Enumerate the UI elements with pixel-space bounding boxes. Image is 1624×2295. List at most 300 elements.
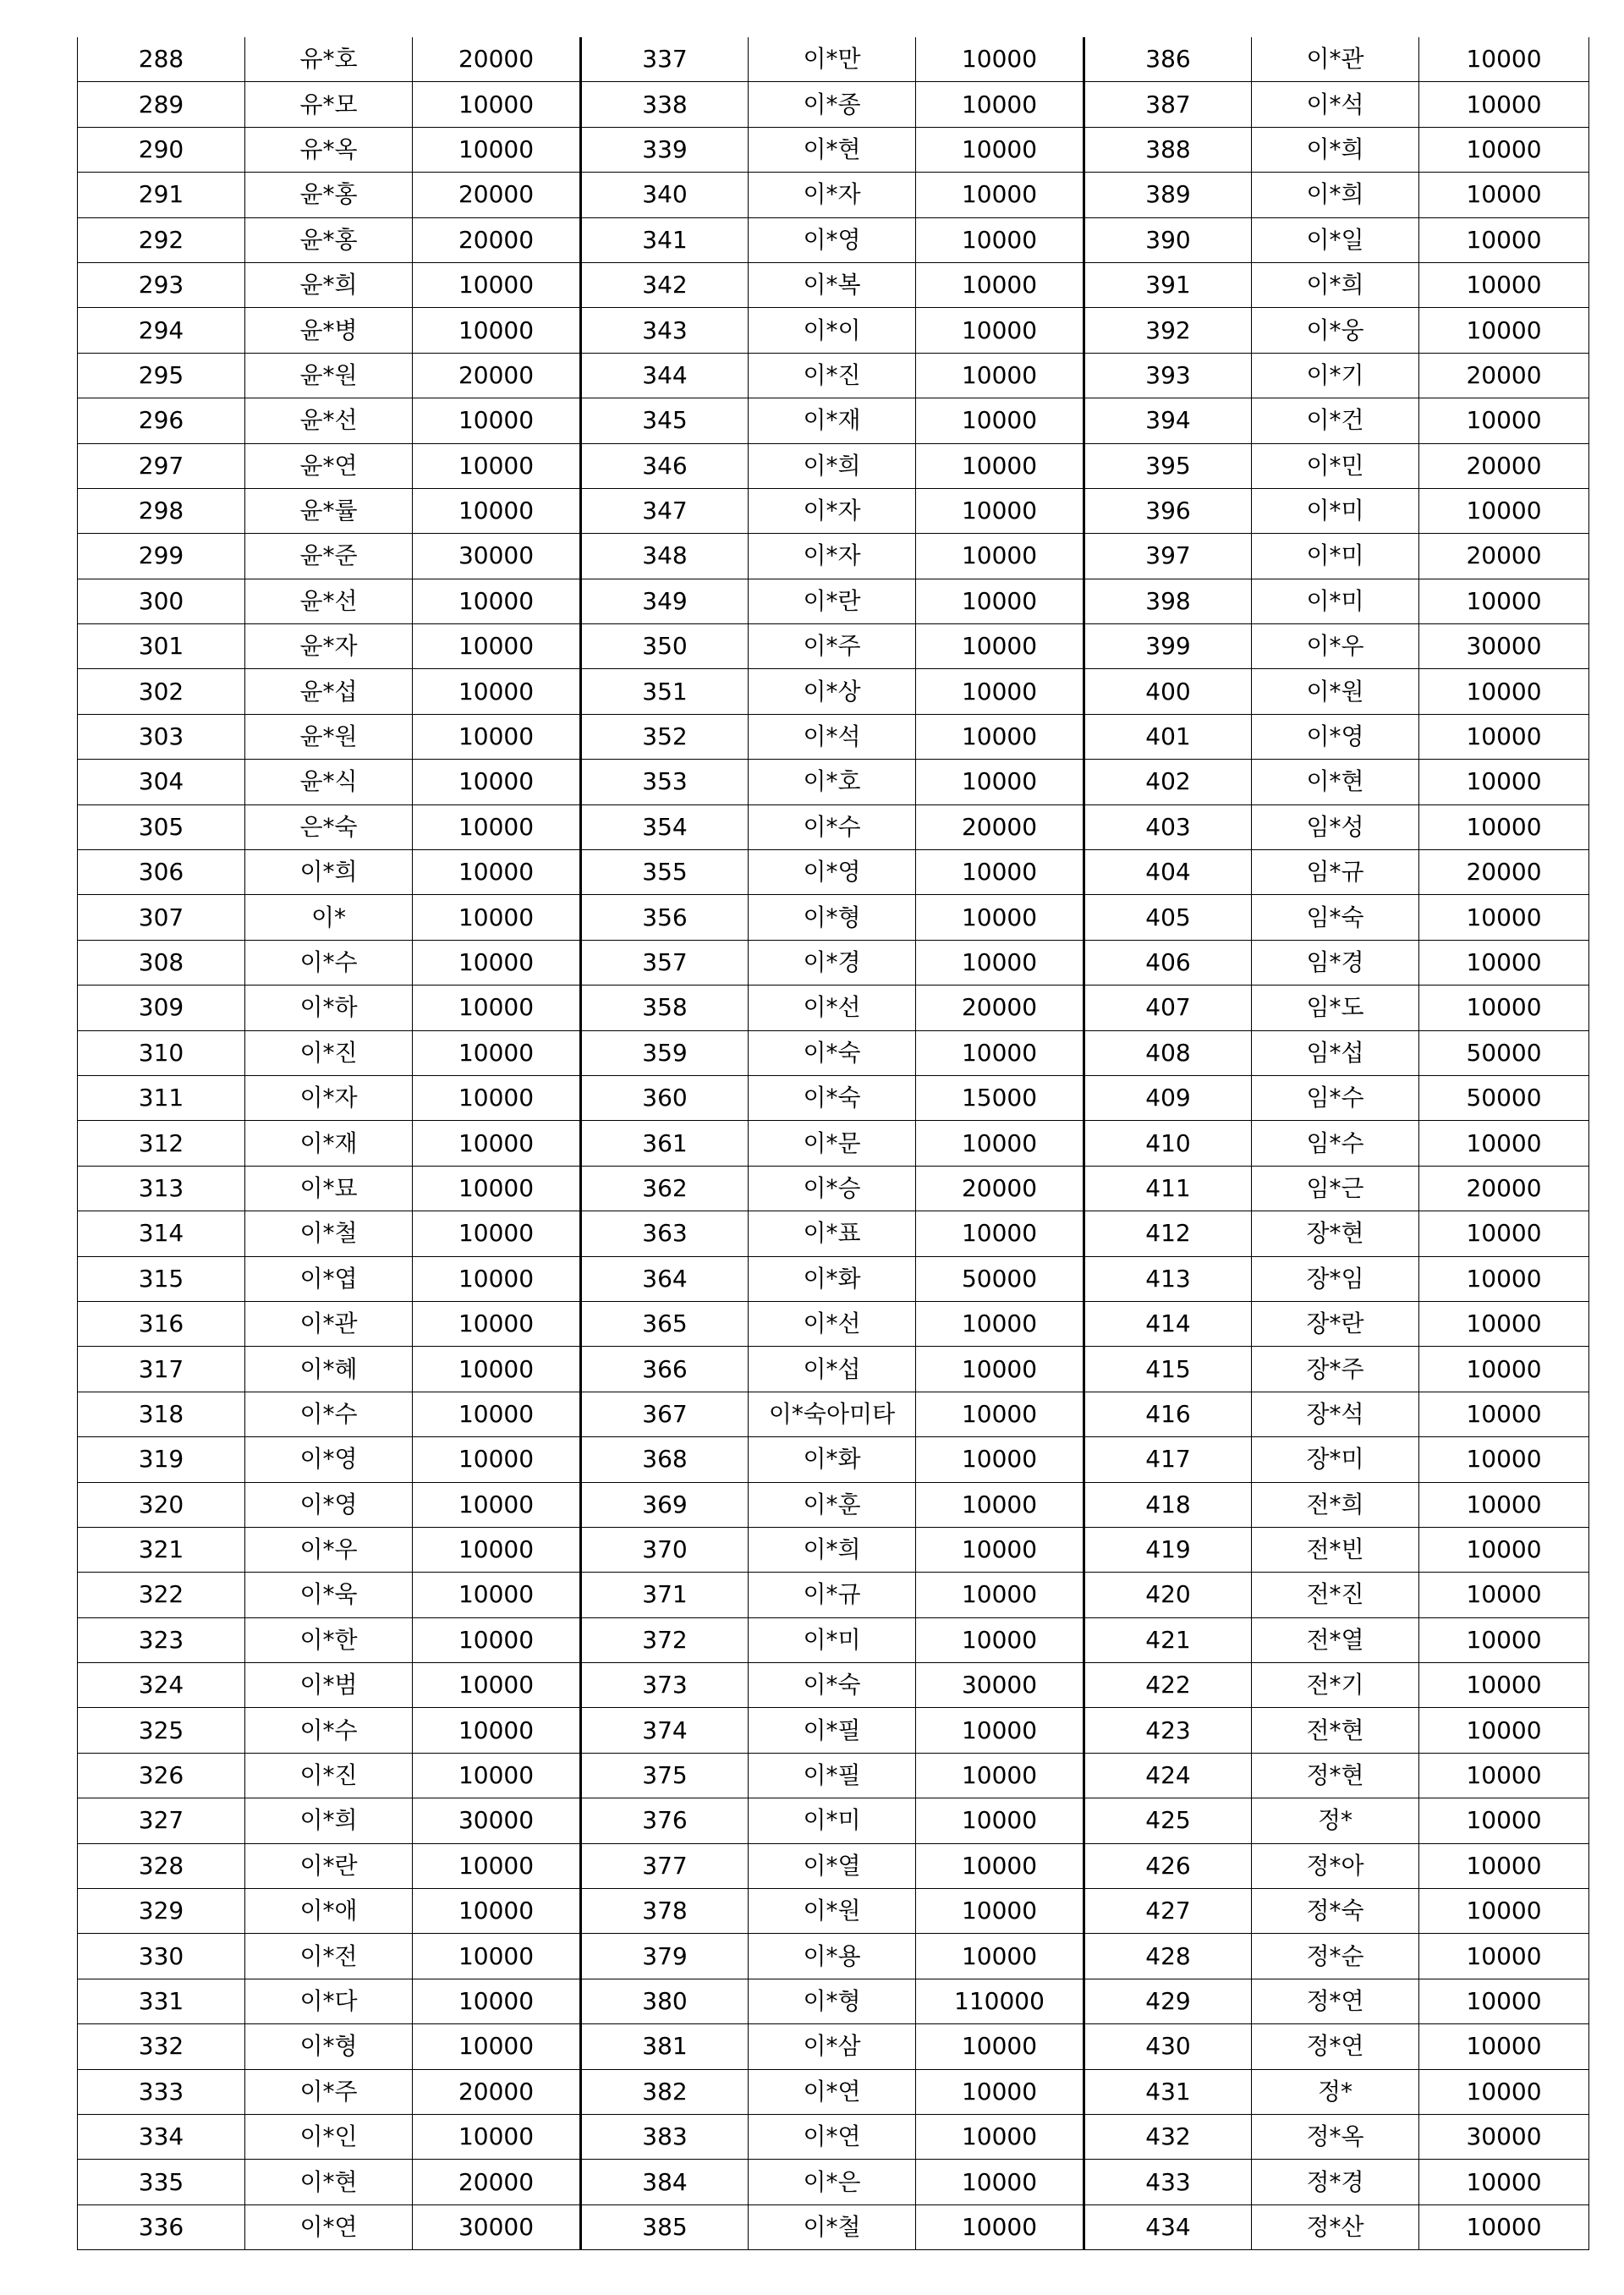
- table-row: [78, 1573, 1589, 1617]
- cell-name: 이*웅: [1252, 308, 1419, 353]
- cell-name: 이*은: [749, 2160, 916, 2204]
- cell-name: 이*연: [749, 2069, 916, 2114]
- table-row: [78, 1798, 1589, 1843]
- cell-number: 383: [581, 2114, 749, 2159]
- cell-number: 334: [78, 2114, 245, 2159]
- cell-name: 이*석: [1252, 82, 1419, 127]
- cell-number: 339: [581, 127, 749, 172]
- cell-amount: 10000: [1419, 262, 1589, 307]
- cell-amount: 20000: [916, 804, 1084, 849]
- cell-name: 이*이: [749, 308, 916, 353]
- cell-number: 409: [1084, 1075, 1252, 1120]
- cell-number: 310: [78, 1030, 245, 1075]
- cell-name: 윤*준: [245, 534, 413, 579]
- cell-amount: 10000: [413, 850, 581, 895]
- cell-number: 322: [78, 1573, 245, 1617]
- cell-number: 425: [1084, 1798, 1252, 1843]
- cell-number: 340: [581, 173, 749, 217]
- cell-number: 395: [1084, 443, 1252, 488]
- cell-name: 임*숙: [1252, 895, 1419, 940]
- table-row: [78, 2160, 1589, 2204]
- cell-number: 393: [1084, 353, 1252, 398]
- cell-amount: 10000: [413, 443, 581, 488]
- cell-amount: 10000: [413, 1482, 581, 1527]
- cell-amount: 10000: [916, 579, 1084, 623]
- cell-number: 298: [78, 488, 245, 533]
- cell-amount: 10000: [413, 2114, 581, 2159]
- cell-name: 이*형: [245, 2024, 413, 2069]
- cell-name: 이*영: [749, 217, 916, 262]
- cell-name: 이*범: [245, 1663, 413, 1708]
- cell-number: 427: [1084, 1889, 1252, 1934]
- cell-name: 이*관: [245, 1301, 413, 1346]
- cell-name: 이*원: [749, 1889, 916, 1934]
- cell-number: 325: [78, 1708, 245, 1753]
- cell-name: 은*숙: [245, 804, 413, 849]
- cell-name: 정*연: [1252, 1979, 1419, 2023]
- cell-amount: 10000: [1419, 1121, 1589, 1166]
- cell-amount: 10000: [1419, 217, 1589, 262]
- table-row: [78, 173, 1589, 217]
- cell-amount: 10000: [916, 850, 1084, 895]
- cell-number: 291: [78, 173, 245, 217]
- cell-amount: 10000: [1419, 804, 1589, 849]
- cell-name: 정*: [1252, 2069, 1419, 2114]
- cell-amount: 10000: [413, 1573, 581, 1617]
- table-row: [78, 760, 1589, 804]
- cell-number: 360: [581, 1075, 749, 1120]
- table-row: [78, 443, 1589, 488]
- cell-amount: 10000: [1419, 714, 1589, 759]
- cell-amount: 10000: [1419, 1482, 1589, 1527]
- cell-number: 416: [1084, 1392, 1252, 1436]
- table-row: [78, 1437, 1589, 1482]
- cell-name: 이*삼: [749, 2024, 916, 2069]
- cell-amount: 20000: [1419, 1166, 1589, 1211]
- cell-name: 이*미: [1252, 534, 1419, 579]
- cell-name: 임*근: [1252, 1166, 1419, 1211]
- cell-amount: 10000: [916, 1437, 1084, 1482]
- cell-name: 이*한: [245, 1617, 413, 1662]
- cell-name: 이*엽: [245, 1256, 413, 1301]
- cell-number: 418: [1084, 1482, 1252, 1527]
- cell-name: 이*관: [1252, 37, 1419, 82]
- cell-amount: 10000: [413, 624, 581, 669]
- cell-number: 356: [581, 895, 749, 940]
- cell-amount: 20000: [916, 986, 1084, 1030]
- cell-amount: 10000: [916, 262, 1084, 307]
- cell-amount: 10000: [413, 1934, 581, 1979]
- cell-name: 이*수: [245, 940, 413, 985]
- cell-amount: 10000: [916, 669, 1084, 714]
- cell-name: 이*원: [1252, 669, 1419, 714]
- cell-amount: 10000: [413, 1753, 581, 1798]
- cell-amount: 10000: [916, 895, 1084, 940]
- cell-amount: 10000: [413, 1075, 581, 1120]
- cell-amount: 30000: [413, 1798, 581, 1843]
- cell-number: 401: [1084, 714, 1252, 759]
- cell-number: 341: [581, 217, 749, 262]
- cell-number: 288: [78, 37, 245, 82]
- cell-name: 이*숙: [749, 1030, 916, 1075]
- cell-name: 유*모: [245, 82, 413, 127]
- cell-number: 411: [1084, 1166, 1252, 1211]
- cell-number: 290: [78, 127, 245, 172]
- cell-name: 장*주: [1252, 1347, 1419, 1392]
- cell-number: 371: [581, 1573, 749, 1617]
- cell-number: 364: [581, 1256, 749, 1301]
- cell-amount: 20000: [413, 2160, 581, 2204]
- cell-number: 329: [78, 1889, 245, 1934]
- cell-amount: 10000: [1419, 2069, 1589, 2114]
- cell-name: 정*현: [1252, 1753, 1419, 1798]
- cell-name: 임*성: [1252, 804, 1419, 849]
- cell-name: 이*진: [245, 1030, 413, 1075]
- cell-amount: 10000: [413, 1030, 581, 1075]
- cell-name: 이*희: [1252, 173, 1419, 217]
- cell-name: 이*우: [1252, 624, 1419, 669]
- cell-number: 324: [78, 1663, 245, 1708]
- cell-amount: 10000: [916, 714, 1084, 759]
- cell-name: 이*재: [245, 1121, 413, 1166]
- table-row: [78, 2024, 1589, 2069]
- cell-number: 355: [581, 850, 749, 895]
- cell-number: 318: [78, 1392, 245, 1436]
- cell-amount: 10000: [916, 37, 1084, 82]
- table-row: [78, 1843, 1589, 1888]
- cell-name: 이*호: [749, 760, 916, 804]
- cell-name: 이*연: [749, 2114, 916, 2159]
- cell-number: 391: [1084, 262, 1252, 307]
- cell-name: 이*필: [749, 1753, 916, 1798]
- cell-name: 이*화: [749, 1437, 916, 1482]
- cell-name: 이*혜: [245, 1347, 413, 1392]
- cell-name: 윤*원: [245, 714, 413, 759]
- cell-amount: 10000: [1419, 1798, 1589, 1843]
- table-row: [78, 1392, 1589, 1436]
- table-row: [78, 1211, 1589, 1256]
- donor-table-body: [78, 37, 1589, 2250]
- cell-amount: 110000: [916, 1979, 1084, 2023]
- cell-number: 432: [1084, 2114, 1252, 2159]
- cell-number: 428: [1084, 1934, 1252, 1979]
- cell-amount: 30000: [916, 1663, 1084, 1708]
- cell-name: 임*섭: [1252, 1030, 1419, 1075]
- cell-amount: 10000: [1419, 579, 1589, 623]
- cell-number: 373: [581, 1663, 749, 1708]
- cell-number: 366: [581, 1347, 749, 1392]
- cell-number: 292: [78, 217, 245, 262]
- cell-number: 299: [78, 534, 245, 579]
- cell-name: 이*란: [245, 1843, 413, 1888]
- cell-number: 361: [581, 1121, 749, 1166]
- cell-number: 304: [78, 760, 245, 804]
- cell-amount: 10000: [1419, 1392, 1589, 1436]
- cell-amount: 10000: [916, 353, 1084, 398]
- cell-name: 장*미: [1252, 1437, 1419, 1482]
- cell-name: 정*산: [1252, 2204, 1419, 2249]
- cell-amount: 10000: [916, 1934, 1084, 1979]
- cell-name: 이*건: [1252, 398, 1419, 443]
- cell-name: 이*현: [749, 127, 916, 172]
- cell-amount: 10000: [1419, 1527, 1589, 1572]
- cell-number: 385: [581, 2204, 749, 2249]
- cell-number: 305: [78, 804, 245, 849]
- table-row: [78, 1979, 1589, 2023]
- cell-number: 375: [581, 1753, 749, 1798]
- cell-amount: 20000: [413, 2069, 581, 2114]
- cell-name: 이*하: [245, 986, 413, 1030]
- cell-number: 293: [78, 262, 245, 307]
- table-row: [78, 1256, 1589, 1301]
- cell-number: 344: [581, 353, 749, 398]
- cell-number: 343: [581, 308, 749, 353]
- cell-amount: 10000: [1419, 2160, 1589, 2204]
- cell-number: 342: [581, 262, 749, 307]
- cell-number: 384: [581, 2160, 749, 2204]
- cell-name: 유*옥: [245, 127, 413, 172]
- cell-name: 이*화: [749, 1256, 916, 1301]
- cell-name: 이*진: [749, 353, 916, 398]
- cell-number: 433: [1084, 2160, 1252, 2204]
- cell-name: 윤*희: [245, 262, 413, 307]
- cell-number: 403: [1084, 804, 1252, 849]
- cell-name: 이*묘: [245, 1166, 413, 1211]
- table-row: [78, 488, 1589, 533]
- cell-number: 358: [581, 986, 749, 1030]
- cell-number: 431: [1084, 2069, 1252, 2114]
- cell-name: 정*경: [1252, 2160, 1419, 2204]
- cell-amount: 10000: [1419, 127, 1589, 172]
- cell-amount: 10000: [916, 173, 1084, 217]
- cell-number: 369: [581, 1482, 749, 1527]
- cell-name: 이*희: [245, 850, 413, 895]
- cell-amount: 10000: [1419, 1573, 1589, 1617]
- cell-number: 353: [581, 760, 749, 804]
- table-row: [78, 82, 1589, 127]
- donor-list-table: [77, 37, 1589, 2250]
- cell-number: 317: [78, 1347, 245, 1392]
- cell-name: 이*수: [245, 1708, 413, 1753]
- cell-amount: 10000: [916, 1121, 1084, 1166]
- table-row: [78, 262, 1589, 307]
- cell-name: 이*자: [749, 534, 916, 579]
- cell-name: 윤*원: [245, 353, 413, 398]
- cell-amount: 30000: [1419, 2114, 1589, 2159]
- cell-number: 333: [78, 2069, 245, 2114]
- cell-number: 348: [581, 534, 749, 579]
- cell-number: 421: [1084, 1617, 1252, 1662]
- cell-amount: 30000: [413, 534, 581, 579]
- cell-amount: 10000: [413, 1889, 581, 1934]
- cell-name: 이*: [245, 895, 413, 940]
- cell-number: 315: [78, 1256, 245, 1301]
- cell-name: 정*아: [1252, 1843, 1419, 1888]
- cell-number: 430: [1084, 2024, 1252, 2069]
- cell-name: 이*규: [749, 1573, 916, 1617]
- cell-name: 이*용: [749, 1934, 916, 1979]
- table-row: [78, 1075, 1589, 1120]
- cell-number: 307: [78, 895, 245, 940]
- cell-name: 이*영: [1252, 714, 1419, 759]
- cell-amount: 10000: [916, 1347, 1084, 1392]
- cell-number: 424: [1084, 1753, 1252, 1798]
- cell-amount: 10000: [1419, 669, 1589, 714]
- cell-amount: 10000: [413, 579, 581, 623]
- cell-amount: 10000: [1419, 986, 1589, 1030]
- cell-amount: 10000: [916, 760, 1084, 804]
- cell-amount: 10000: [916, 1573, 1084, 1617]
- cell-number: 405: [1084, 895, 1252, 940]
- cell-number: 413: [1084, 1256, 1252, 1301]
- cell-number: 328: [78, 1843, 245, 1888]
- cell-name: 이*철: [245, 1211, 413, 1256]
- cell-number: 398: [1084, 579, 1252, 623]
- cell-amount: 10000: [916, 940, 1084, 985]
- cell-number: 312: [78, 1121, 245, 1166]
- cell-name: 이*희: [749, 443, 916, 488]
- cell-amount: 10000: [413, 2024, 581, 2069]
- cell-name: 이*연: [245, 2204, 413, 2249]
- cell-number: 420: [1084, 1573, 1252, 1617]
- cell-amount: 20000: [1419, 850, 1589, 895]
- cell-name: 이*욱: [245, 1573, 413, 1617]
- cell-amount: 10000: [413, 127, 581, 172]
- table-row: [78, 1934, 1589, 1979]
- cell-number: 417: [1084, 1437, 1252, 1482]
- cell-name: 이*복: [749, 262, 916, 307]
- cell-name: 정*순: [1252, 1934, 1419, 1979]
- cell-amount: 10000: [916, 308, 1084, 353]
- cell-number: 414: [1084, 1301, 1252, 1346]
- cell-number: 295: [78, 353, 245, 398]
- table-row: [78, 1753, 1589, 1798]
- cell-amount: 10000: [1419, 488, 1589, 533]
- cell-name: 이*필: [749, 1708, 916, 1753]
- cell-number: 402: [1084, 760, 1252, 804]
- cell-name: 이*미: [749, 1617, 916, 1662]
- cell-name: 이*수: [749, 804, 916, 849]
- cell-amount: 10000: [413, 1437, 581, 1482]
- cell-number: 337: [581, 37, 749, 82]
- cell-amount: 30000: [413, 2204, 581, 2249]
- cell-name: 이*주: [749, 624, 916, 669]
- cell-amount: 10000: [1419, 1934, 1589, 1979]
- cell-number: 379: [581, 1934, 749, 1979]
- table-row: [78, 308, 1589, 353]
- cell-number: 377: [581, 1843, 749, 1888]
- table-row: [78, 986, 1589, 1030]
- cell-number: 321: [78, 1527, 245, 1572]
- cell-amount: 10000: [1419, 1211, 1589, 1256]
- cell-number: 314: [78, 1211, 245, 1256]
- cell-number: 372: [581, 1617, 749, 1662]
- cell-number: 410: [1084, 1121, 1252, 1166]
- cell-name: 이*현: [245, 2160, 413, 2204]
- cell-amount: 10000: [916, 1482, 1084, 1527]
- cell-amount: 20000: [1419, 534, 1589, 579]
- cell-name: 윤*연: [245, 443, 413, 488]
- cell-number: 396: [1084, 488, 1252, 533]
- cell-name: 이*미: [749, 1798, 916, 1843]
- cell-amount: 10000: [916, 488, 1084, 533]
- cell-amount: 10000: [413, 398, 581, 443]
- cell-number: 419: [1084, 1527, 1252, 1572]
- cell-name: 이*일: [1252, 217, 1419, 262]
- cell-number: 294: [78, 308, 245, 353]
- cell-amount: 10000: [1419, 37, 1589, 82]
- cell-amount: 20000: [1419, 443, 1589, 488]
- cell-number: 397: [1084, 534, 1252, 579]
- cell-amount: 10000: [1419, 1843, 1589, 1888]
- cell-number: 387: [1084, 82, 1252, 127]
- cell-number: 434: [1084, 2204, 1252, 2249]
- cell-amount: 10000: [413, 488, 581, 533]
- cell-amount: 10000: [413, 1166, 581, 1211]
- cell-amount: 10000: [916, 534, 1084, 579]
- cell-amount: 10000: [916, 127, 1084, 172]
- cell-name: 이*란: [749, 579, 916, 623]
- cell-name: 임*규: [1252, 850, 1419, 895]
- cell-number: 426: [1084, 1843, 1252, 1888]
- table-row: [78, 1708, 1589, 1753]
- cell-number: 347: [581, 488, 749, 533]
- cell-number: 380: [581, 1979, 749, 2023]
- cell-number: 335: [78, 2160, 245, 2204]
- cell-amount: 10000: [1419, 2024, 1589, 2069]
- cell-name: 이*선: [749, 1301, 916, 1346]
- cell-name: 이*만: [749, 37, 916, 82]
- cell-amount: 10000: [413, 82, 581, 127]
- cell-number: 408: [1084, 1030, 1252, 1075]
- cell-amount: 10000: [1419, 1889, 1589, 1934]
- cell-amount: 10000: [413, 1347, 581, 1392]
- cell-amount: 10000: [916, 1211, 1084, 1256]
- table-row: [78, 2204, 1589, 2249]
- cell-number: 332: [78, 2024, 245, 2069]
- cell-number: 346: [581, 443, 749, 488]
- cell-amount: 10000: [916, 82, 1084, 127]
- table-row: [78, 1482, 1589, 1527]
- cell-amount: 10000: [413, 1979, 581, 2023]
- cell-name: 이*형: [749, 1979, 916, 2023]
- cell-name: 윤*섭: [245, 669, 413, 714]
- cell-amount: 10000: [1419, 1663, 1589, 1708]
- cell-name: 이*훈: [749, 1482, 916, 1527]
- cell-amount: 10000: [413, 1301, 581, 1346]
- cell-amount: 15000: [916, 1075, 1084, 1120]
- cell-number: 423: [1084, 1708, 1252, 1753]
- cell-number: 302: [78, 669, 245, 714]
- cell-name: 이*문: [749, 1121, 916, 1166]
- table-row: [78, 1121, 1589, 1166]
- cell-name: 이*희: [1252, 262, 1419, 307]
- cell-amount: 10000: [916, 2114, 1084, 2159]
- cell-name: 이*영: [245, 1437, 413, 1482]
- table-row: [78, 579, 1589, 623]
- cell-amount: 10000: [916, 1889, 1084, 1934]
- cell-name: 이*영: [749, 850, 916, 895]
- cell-amount: 10000: [916, 1392, 1084, 1436]
- table-row: [78, 1617, 1589, 1662]
- cell-number: 327: [78, 1798, 245, 1843]
- cell-number: 359: [581, 1030, 749, 1075]
- cell-number: 352: [581, 714, 749, 759]
- cell-amount: 10000: [413, 1527, 581, 1572]
- cell-number: 338: [581, 82, 749, 127]
- cell-number: 357: [581, 940, 749, 985]
- cell-number: 365: [581, 1301, 749, 1346]
